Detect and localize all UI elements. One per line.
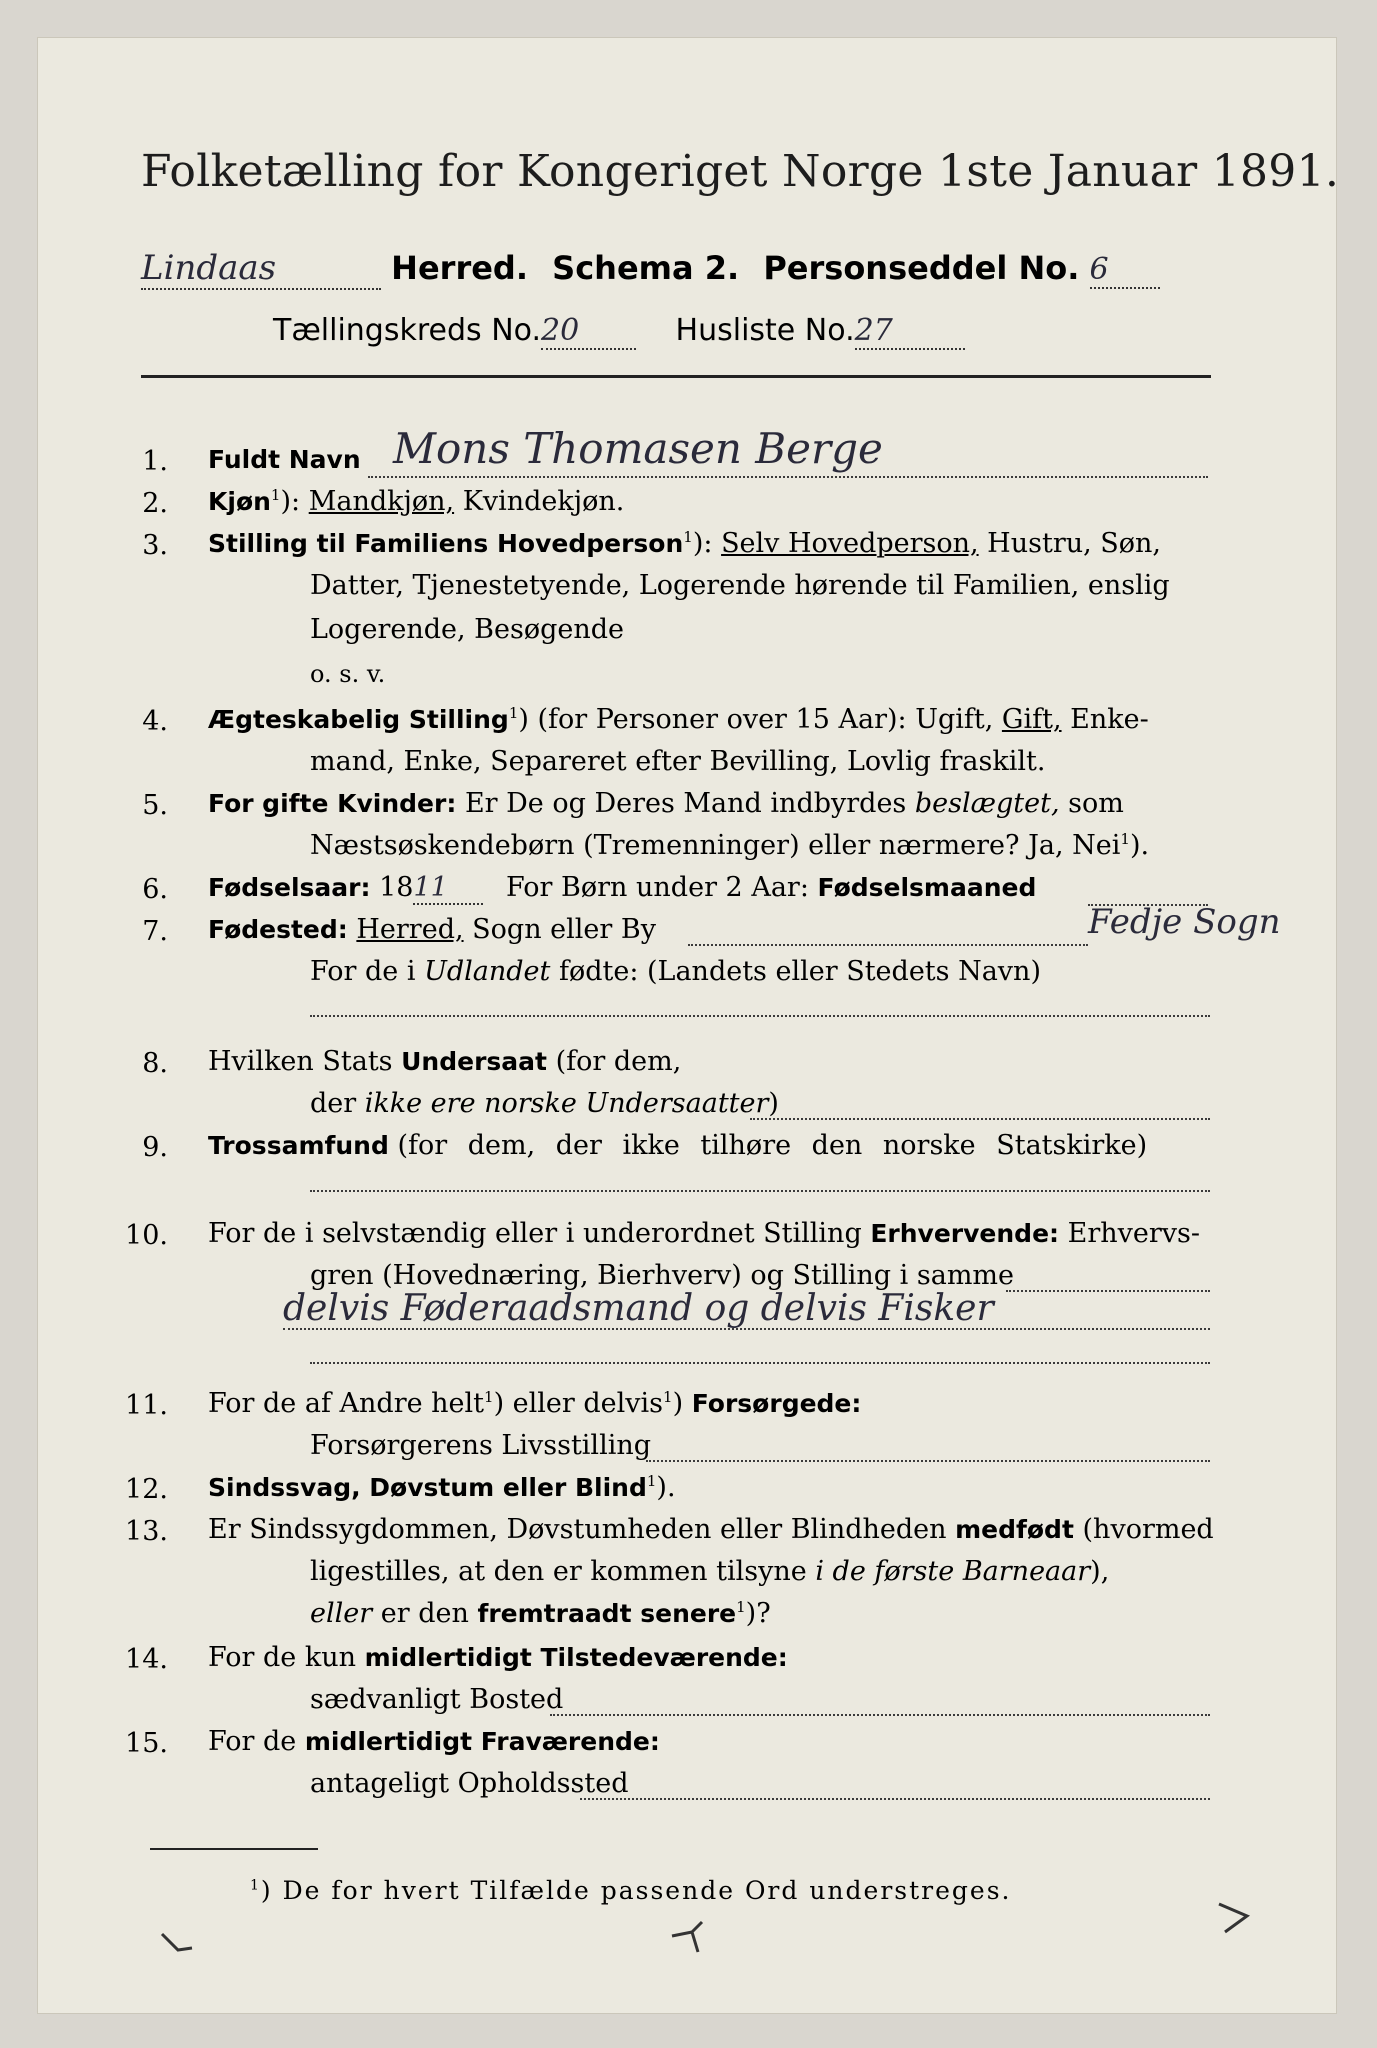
- item-9-rest: (for dem, der ikke tilhøre den norske Statskirke): [397, 1130, 1148, 1161]
- item-11-number: 11.: [125, 1390, 168, 1421]
- item-3-rest: Hustru, Søn,: [987, 528, 1161, 559]
- item-7-dotline: [688, 944, 1088, 946]
- item-8-line-2-b: ): [768, 1088, 779, 1119]
- item-13-line-2-a: ligestilles, at den er kommen tilsyne: [310, 1556, 807, 1587]
- item-6-year-value: 11: [413, 872, 483, 905]
- item-11: [208, 1388, 861, 1419]
- item-13-label: medfødt: [955, 1515, 1074, 1544]
- item-11-sup-a: 1: [484, 1388, 494, 1406]
- item-4-line-2: mand, Enke, Separeret efter Bevilling, Lovlig fraskilt.: [310, 746, 1046, 777]
- item-6-year-prefix: 18: [379, 872, 414, 903]
- item-7-line-2-it: Udlandet: [424, 956, 551, 987]
- item-14-label: midlertidigt Tilstedeværende:: [364, 1643, 788, 1672]
- item-13-rest-a: Er Sindssygdommen, Døvstumheden eller Blindheden: [208, 1514, 947, 1545]
- item-2-sup: 1: [270, 486, 281, 504]
- item-12-number: 12.: [125, 1474, 168, 1505]
- item-3-line-4: o. s. v.: [310, 660, 386, 688]
- item-14: [208, 1642, 788, 1673]
- item-1-dotline: [368, 476, 1208, 478]
- item-11-rest-b: ) eller delvis: [493, 1388, 664, 1419]
- item-7-line-2-a: For de i: [310, 956, 416, 987]
- item-9-dotline: [310, 1190, 1210, 1192]
- item-11-line-2: Forsørgerens Livsstilling: [310, 1430, 652, 1461]
- item-6-rest: For Børn under 2 Aar:: [506, 872, 809, 903]
- item-6-label-b: Fødselsmaaned: [817, 873, 1037, 902]
- item-5-label-b: gifte Kvinder:: [262, 789, 457, 818]
- item-3-line-2: Datter, Tjenestetyende, Logerende hørende til Familien, enslig: [310, 570, 1170, 601]
- item-4-sup: 1: [508, 704, 519, 722]
- item-5-rest-a: Er De og Deres Mand indbyrdes: [464, 788, 907, 819]
- footnote: [250, 1876, 1011, 1905]
- item-11-sup-b: 1: [663, 1388, 673, 1406]
- item-11-dotline: [646, 1460, 1210, 1462]
- item-14-rest: For de kun: [208, 1642, 356, 1673]
- kreds-value: 20: [541, 313, 636, 350]
- item-4-number: 4.: [142, 706, 168, 737]
- item-12-sup: 1: [646, 1472, 657, 1490]
- item-7-label: Fødested:: [208, 915, 348, 944]
- item-15-number: 15.: [125, 1728, 168, 1759]
- item-13: [208, 1514, 1214, 1545]
- item-8-line-2-it: ikke ere norske Undersaatter: [364, 1088, 769, 1119]
- item-11-label: Forsørgede:: [691, 1389, 862, 1418]
- item-15-line-2: antageligt Opholdssted: [310, 1768, 629, 1799]
- corner-mark-right: [1213, 1898, 1253, 1938]
- herred-label: Herred.: [391, 249, 528, 287]
- item-11-rest-c: ): [672, 1388, 684, 1419]
- item-10-label: Erhvervende:: [870, 1219, 1060, 1248]
- item-10-number: 10.: [125, 1220, 168, 1251]
- item-1-value: Mons Thomasen Berge: [393, 424, 883, 473]
- item-5-line-2-end: ).: [1129, 830, 1150, 861]
- item-8-rest: (for dem,: [555, 1046, 682, 1077]
- item-8-line-2-a: der: [310, 1088, 357, 1119]
- item-1-label: Fuldt Navn: [208, 445, 361, 474]
- kreds-label: Tællingskreds No.: [273, 313, 541, 348]
- item-13-line-2-it: i de første Barneaar: [815, 1556, 1091, 1587]
- item-7-rest: Sogn eller By: [472, 914, 656, 945]
- item-13-line-2: [310, 1556, 1109, 1587]
- corner-mark-center: [668, 1918, 708, 1958]
- item-4: [208, 704, 1149, 735]
- item-10-dotline-3: [310, 1362, 1210, 1364]
- item-14-line-2: sædvanligt Bosted: [310, 1684, 564, 1715]
- item-3-number: 3.: [142, 530, 168, 561]
- item-10-rest-a: For de i selvstændig eller i underordnet Stilling: [208, 1218, 862, 1249]
- schema-label: Schema 2.: [552, 249, 740, 287]
- item-8-number: 8.: [142, 1048, 168, 1079]
- item-7-value: Fedje Sogn: [1088, 902, 1281, 942]
- header-rule: [141, 375, 1211, 378]
- personseddel-value: 6: [1090, 252, 1160, 289]
- item-5: [208, 788, 1124, 819]
- item-9-label: Trossamfund: [208, 1131, 389, 1160]
- item-13-line-3-it: eller: [310, 1598, 373, 1629]
- item-5-rest-b: som: [1068, 788, 1124, 819]
- item-8-label-a: Hvilken Stats: [208, 1046, 393, 1077]
- item-13-line-3-a: er den: [380, 1598, 469, 1629]
- item-8-line-2: [310, 1088, 779, 1119]
- item-8-label-b: Undersaat: [401, 1047, 547, 1076]
- item-1: [208, 444, 361, 475]
- item-12-label: Sindssvag, Døvstum eller Blind: [208, 1473, 647, 1502]
- item-2-rest-a: ):: [280, 486, 301, 517]
- item-13-line-3-b: fremtraadt senere: [477, 1599, 737, 1628]
- item-10-rest-b: Erhvervs-: [1067, 1218, 1201, 1249]
- item-3-line-3: Logerende, Besøgende: [310, 614, 624, 645]
- item-7-number: 7.: [142, 916, 168, 947]
- item-8: [208, 1046, 681, 1077]
- item-10-dotline: [1006, 1290, 1210, 1292]
- item-15-dotline: [580, 1798, 1210, 1800]
- item-10-dotline-2: [283, 1328, 1210, 1330]
- item-12: [208, 1472, 676, 1503]
- item-3: [208, 528, 1161, 559]
- corner-mark-left: [158, 1928, 198, 1958]
- header-line-2: [273, 313, 965, 350]
- item-4-rest-b: Enke-: [1070, 704, 1149, 735]
- item-6-label: Fødselsaar:: [208, 873, 371, 902]
- herred-value: Lindaas: [141, 248, 381, 290]
- item-4-label: Ægteskabelig Stilling: [208, 705, 509, 734]
- item-9-number: 9.: [142, 1132, 168, 1163]
- item-7: [208, 914, 656, 945]
- item-7-herred: Herred,: [356, 914, 464, 945]
- item-5-number: 5.: [142, 790, 168, 821]
- item-3-sup: 1: [683, 528, 693, 546]
- item-14-number: 14.: [125, 1644, 168, 1675]
- item-5-beslaegtet: beslægtet,: [914, 788, 1060, 819]
- census-form-page: [38, 38, 1340, 2013]
- husliste-label: Husliste No.: [675, 313, 855, 348]
- item-13-number: 13.: [125, 1516, 168, 1547]
- item-5-label-a: For: [208, 789, 254, 818]
- item-9: [208, 1130, 1147, 1161]
- form-title: Folketælling for Kongeriget Norge 1ste Januar 1891.: [141, 146, 1340, 197]
- item-12-end: ).: [656, 1472, 676, 1503]
- item-13-line-3: [310, 1598, 771, 1629]
- item-5-line-2: [310, 830, 1149, 861]
- item-7-line-2: [310, 956, 1041, 987]
- item-2: [208, 486, 624, 517]
- item-2-label: Kjøn: [208, 487, 271, 516]
- item-7-line-2-b: fødte: (Landets eller Stedets Navn): [558, 956, 1041, 987]
- footnote-rule: [150, 1848, 318, 1850]
- item-8-dotline: [750, 1118, 1210, 1120]
- header-line-1: [141, 248, 1160, 290]
- item-5-line-2-sup: 1: [1120, 830, 1130, 848]
- item-7-dotline-2: [310, 1015, 1210, 1017]
- item-4-gift: Gift,: [1001, 704, 1062, 735]
- item-6-number: 6.: [142, 874, 168, 905]
- item-6: [208, 872, 1036, 905]
- item-13-line-2-b: ),: [1090, 1556, 1110, 1587]
- item-10-value: delvis Føderaadsmand og delvis Fisker: [283, 1288, 994, 1329]
- footnote-sup: 1: [250, 1877, 261, 1894]
- item-13-rest-b: (hvormed: [1082, 1514, 1214, 1545]
- item-15-label: midlertidigt Fraværende:: [304, 1727, 660, 1756]
- item-3-label: Stilling til Familiens Hovedperson: [208, 529, 684, 558]
- item-2-kvindekjon: Kvindekjøn.: [462, 486, 625, 517]
- item-5-line-2-text: Næstsøskendebørn (Tremenninger) eller nærmere? Ja, Nei: [310, 830, 1121, 861]
- item-13-line-3-sup: 1: [736, 1598, 746, 1616]
- item-10-line-2: gren (Hovednæring, Bierhverv) og Stilling i samme: [310, 1260, 1015, 1291]
- item-3-colon: ):: [692, 528, 713, 559]
- item-3-selv-hovedperson: Selv Hovedperson,: [721, 528, 979, 559]
- item-15-rest: For de: [208, 1726, 297, 1757]
- item-2-number: 2.: [142, 488, 168, 519]
- item-2-mandkjon: Mandkjøn,: [308, 486, 455, 517]
- item-10: [208, 1218, 1200, 1249]
- item-14-dotline: [550, 1714, 1210, 1716]
- footnote-text: ) De for hvert Tilfælde passende Ord understreges.: [260, 1876, 1012, 1905]
- item-4-rest-a: ) (for Personer over 15 Aar): Ugift,: [518, 704, 994, 735]
- personseddel-label: Personseddel No.: [763, 249, 1080, 287]
- item-11-rest-a: For de af Andre helt: [208, 1388, 485, 1419]
- item-13-line-3-end: )?: [745, 1598, 771, 1629]
- item-15: [208, 1726, 660, 1757]
- item-1-number: 1.: [142, 446, 168, 477]
- husliste-value: 27: [855, 313, 965, 350]
